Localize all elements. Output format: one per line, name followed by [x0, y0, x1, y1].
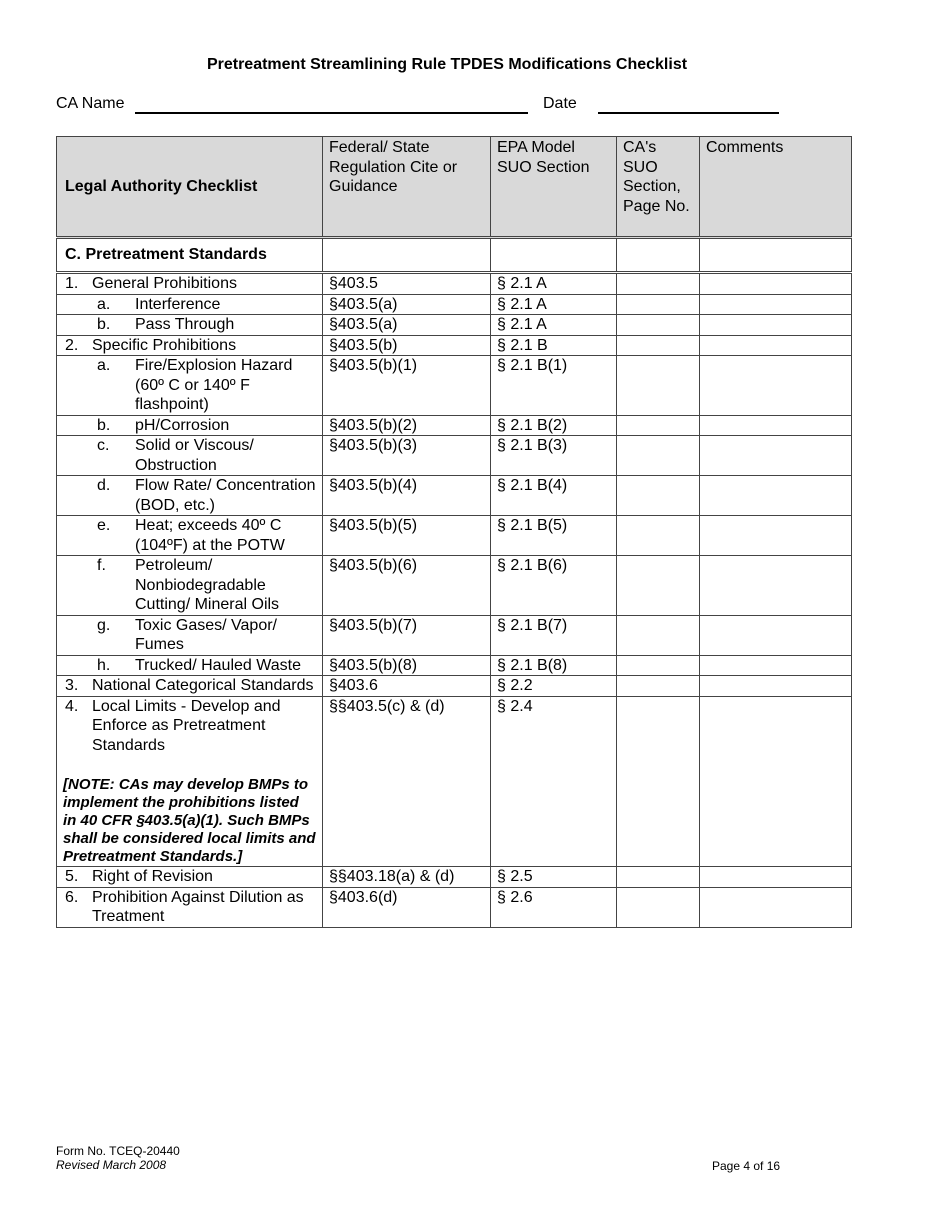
- date-field-line: [598, 112, 779, 114]
- epa-section-cell: § 2.5: [491, 867, 617, 888]
- item-marker: 1.: [65, 275, 79, 292]
- table-row: [57, 476, 852, 516]
- comments-cell[interactable]: [700, 356, 852, 416]
- comments-cell[interactable]: [700, 335, 852, 356]
- item-text: National Categorical Standards: [92, 677, 314, 694]
- item-text: Interference: [135, 295, 221, 313]
- checklist-item-cell: [57, 887, 323, 927]
- table-row: [57, 315, 852, 336]
- table-row: [57, 887, 852, 927]
- item-text: Local Limits - Develop and Enforce as Pretreatment Standards: [92, 697, 281, 754]
- checklist-item-cell: [57, 356, 323, 416]
- ca-suo-section-cell[interactable]: [617, 294, 700, 315]
- checklist-item-cell: [57, 655, 323, 676]
- item-marker: e.: [97, 517, 111, 534]
- item-note: [NOTE: CAs may develop BMPs to implement the prohibitions listed in 40 CFR §403.5(a)(1). Such BMPs shall be considered local limits and Pretreatment Standards.]: [63, 776, 316, 865]
- item-marker: h.: [97, 656, 111, 674]
- checklist-item-cell: [57, 867, 323, 888]
- federal-cite-cell: §403.5(b)(1): [323, 356, 491, 416]
- comments-cell[interactable]: [700, 696, 852, 867]
- table-row: [57, 415, 852, 436]
- epa-section-cell: § 2.6: [491, 887, 617, 927]
- checklist-item-cell: [57, 516, 323, 556]
- item-text: Pass Through: [135, 316, 235, 333]
- checklist-item: [63, 274, 316, 294]
- ca-name-label: CA Name: [56, 95, 125, 112]
- comments-cell[interactable]: [700, 516, 852, 556]
- checklist-item-cell: [57, 676, 323, 697]
- col-header-epa-model: EPA Model SUO Section: [491, 137, 617, 238]
- epa-section-cell: § 2.1 B(4): [491, 476, 617, 516]
- col-header-comments: Comments: [700, 137, 852, 238]
- table-row: [57, 615, 852, 655]
- item-marker: 2.: [65, 336, 79, 354]
- item-marker: 5.: [65, 868, 79, 885]
- checklist-item: [63, 656, 316, 676]
- ca-suo-section-cell[interactable]: [617, 676, 700, 697]
- checklist-item: [63, 888, 316, 927]
- comments-cell[interactable]: [700, 294, 852, 315]
- item-text: General Prohibitions: [92, 275, 237, 292]
- checklist-item: [63, 556, 316, 615]
- checklist-item-cell: [57, 294, 323, 315]
- epa-section-cell: § 2.1 B(6): [491, 556, 617, 616]
- item-marker: b.: [97, 416, 111, 434]
- item-marker: a.: [97, 357, 111, 374]
- ca-suo-section-cell[interactable]: [617, 615, 700, 655]
- epa-section-cell: § 2.1 B(7): [491, 615, 617, 655]
- legal-authority-checklist-table: [56, 136, 852, 928]
- item-marker: b.: [97, 316, 111, 333]
- table-row: [57, 516, 852, 556]
- comments-cell[interactable]: [700, 436, 852, 476]
- ca-suo-section-cell[interactable]: [617, 415, 700, 436]
- section-row: [57, 238, 852, 273]
- epa-section-cell: § 2.1 B: [491, 335, 617, 356]
- table-row: [57, 294, 852, 315]
- table-cell: [617, 238, 700, 273]
- item-text: Flow Rate/ Concentration (BOD, etc.): [135, 477, 316, 514]
- checklist-item: [63, 295, 316, 315]
- ca-suo-section-cell[interactable]: [617, 315, 700, 336]
- checklist-item: [63, 867, 316, 887]
- checklist-item: [63, 336, 316, 356]
- table-cell: [323, 238, 491, 273]
- checklist-item-cell: [57, 436, 323, 476]
- item-marker: c.: [97, 437, 110, 454]
- comments-cell[interactable]: [700, 887, 852, 927]
- epa-section-cell: § 2.1 B(3): [491, 436, 617, 476]
- col-header-federal-cite: Federal/ State Regulation Cite or Guidance: [323, 137, 491, 238]
- federal-cite-cell: §403.6(d): [323, 887, 491, 927]
- ca-suo-section-cell[interactable]: [617, 556, 700, 616]
- ca-suo-section-cell[interactable]: [617, 335, 700, 356]
- item-text: Petroleum/ Nonbiodegradable Cutting/ Mineral Oils: [135, 557, 280, 613]
- checklist-item: [63, 315, 316, 335]
- form-footer: [56, 1144, 180, 1172]
- comments-cell[interactable]: [700, 415, 852, 436]
- item-marker: f.: [97, 557, 106, 574]
- item-marker: 6.: [65, 888, 79, 906]
- ca-suo-section-cell[interactable]: [617, 696, 700, 867]
- checklist-item-cell: [57, 476, 323, 516]
- col-header-ca-suo: CA's SUO Section, Page No.: [617, 137, 700, 238]
- checklist-item: [63, 616, 316, 655]
- item-text: Prohibition Against Dilution as Treatment: [92, 888, 304, 925]
- federal-cite-cell: §403.5(b)(6): [323, 556, 491, 616]
- checklist-item: [63, 476, 316, 515]
- ca-suo-section-cell[interactable]: [617, 516, 700, 556]
- checklist-item: [63, 697, 316, 756]
- comments-cell[interactable]: [700, 476, 852, 516]
- ca-name-field-line: [135, 112, 528, 114]
- epa-section-cell: § 2.1 B(5): [491, 516, 617, 556]
- comments-cell[interactable]: [700, 315, 852, 336]
- col-header-legal-authority: Legal Authority Checklist: [57, 137, 323, 238]
- federal-cite-cell: §403.5(b)(2): [323, 415, 491, 436]
- comments-cell[interactable]: [700, 676, 852, 697]
- checklist-item-cell: [57, 273, 323, 295]
- table-row: [57, 867, 852, 888]
- form-number: Form No. TCEQ-20440: [56, 1144, 180, 1158]
- federal-cite-cell: §403.5(b)(5): [323, 516, 491, 556]
- federal-cite-cell: §§403.18(a) & (d): [323, 867, 491, 888]
- checklist-item: [63, 416, 316, 436]
- federal-cite-cell: §§403.5(c) & (d): [323, 696, 491, 867]
- federal-cite-cell: §403.6: [323, 676, 491, 697]
- ca-suo-section-cell[interactable]: [617, 655, 700, 676]
- checklist-item-cell: [57, 335, 323, 356]
- table-row: [57, 436, 852, 476]
- item-text: Heat; exceeds 40º C (104ºF) at the POTW: [135, 517, 285, 554]
- epa-section-cell: § 2.1 A: [491, 294, 617, 315]
- federal-cite-cell: §403.5: [323, 273, 491, 295]
- item-marker: a.: [97, 295, 111, 313]
- comments-cell[interactable]: [700, 615, 852, 655]
- table-header-row: [57, 137, 852, 238]
- item-text: pH/Corrosion: [135, 416, 230, 434]
- item-text: Trucked/ Hauled Waste: [135, 656, 301, 674]
- checklist-item-cell: [57, 696, 323, 867]
- page-number: Page 4 of 16: [712, 1159, 781, 1173]
- checklist-item-cell: [57, 615, 323, 655]
- comments-cell[interactable]: [700, 867, 852, 888]
- checklist-item: [63, 436, 316, 475]
- federal-cite-cell: §403.5(b)(8): [323, 655, 491, 676]
- checklist-item-cell: [57, 415, 323, 436]
- ca-suo-section-cell[interactable]: [617, 436, 700, 476]
- comments-cell[interactable]: [700, 655, 852, 676]
- epa-section-cell: § 2.1 B(1): [491, 356, 617, 416]
- item-text: Right of Revision: [92, 868, 213, 885]
- item-text: Toxic Gases/ Vapor/ Fumes: [135, 616, 277, 653]
- date-label: Date: [543, 95, 577, 112]
- item-text: Specific Prohibitions: [92, 336, 237, 354]
- epa-section-cell: § 2.1 A: [491, 273, 617, 295]
- table-row: [57, 356, 852, 416]
- ca-suo-section-cell[interactable]: [617, 476, 700, 516]
- comments-cell[interactable]: [700, 273, 852, 295]
- revised-date: Revised March 2008: [56, 1158, 167, 1172]
- epa-section-cell: § 2.1 B(8): [491, 655, 617, 676]
- table-row: [57, 273, 852, 295]
- federal-cite-cell: §403.5(b): [323, 335, 491, 356]
- table-cell: [491, 238, 617, 273]
- checklist-item-cell: [57, 556, 323, 616]
- ca-suo-section-cell[interactable]: [617, 887, 700, 927]
- table-cell: [700, 238, 852, 273]
- item-marker: d.: [97, 477, 111, 494]
- item-text: Fire/Explosion Hazard (60º C or 140º F flashpoint): [135, 357, 293, 413]
- item-marker: 4.: [65, 697, 79, 715]
- epa-section-cell: § 2.1 B(2): [491, 415, 617, 436]
- document-title: Pretreatment Streamlining Rule TPDES Modifications Checklist: [206, 56, 688, 73]
- checklist-item: [63, 676, 316, 696]
- epa-section-cell: § 2.4: [491, 696, 617, 867]
- federal-cite-cell: §403.5(b)(3): [323, 436, 491, 476]
- table-row: [57, 696, 852, 867]
- table-row: [57, 335, 852, 356]
- ca-suo-section-cell[interactable]: [617, 867, 700, 888]
- epa-section-cell: § 2.2: [491, 676, 617, 697]
- ca-suo-section-cell[interactable]: [617, 356, 700, 416]
- checklist-item: [63, 356, 316, 415]
- ca-suo-section-cell[interactable]: [617, 273, 700, 295]
- checklist-item: [63, 516, 316, 555]
- table-row: [57, 676, 852, 697]
- epa-section-cell: § 2.1 A: [491, 315, 617, 336]
- section-title: C. Pretreatment Standards: [57, 238, 323, 273]
- table-row: [57, 655, 852, 676]
- item-marker: 3.: [65, 677, 79, 694]
- item-marker: g.: [97, 616, 111, 634]
- federal-cite-cell: §403.5(b)(7): [323, 615, 491, 655]
- federal-cite-cell: §403.5(b)(4): [323, 476, 491, 516]
- table-row: [57, 556, 852, 616]
- comments-cell[interactable]: [700, 556, 852, 616]
- federal-cite-cell: §403.5(a): [323, 315, 491, 336]
- item-text: Solid or Viscous/ Obstruction: [135, 437, 254, 474]
- federal-cite-cell: §403.5(a): [323, 294, 491, 315]
- checklist-item-cell: [57, 315, 323, 336]
